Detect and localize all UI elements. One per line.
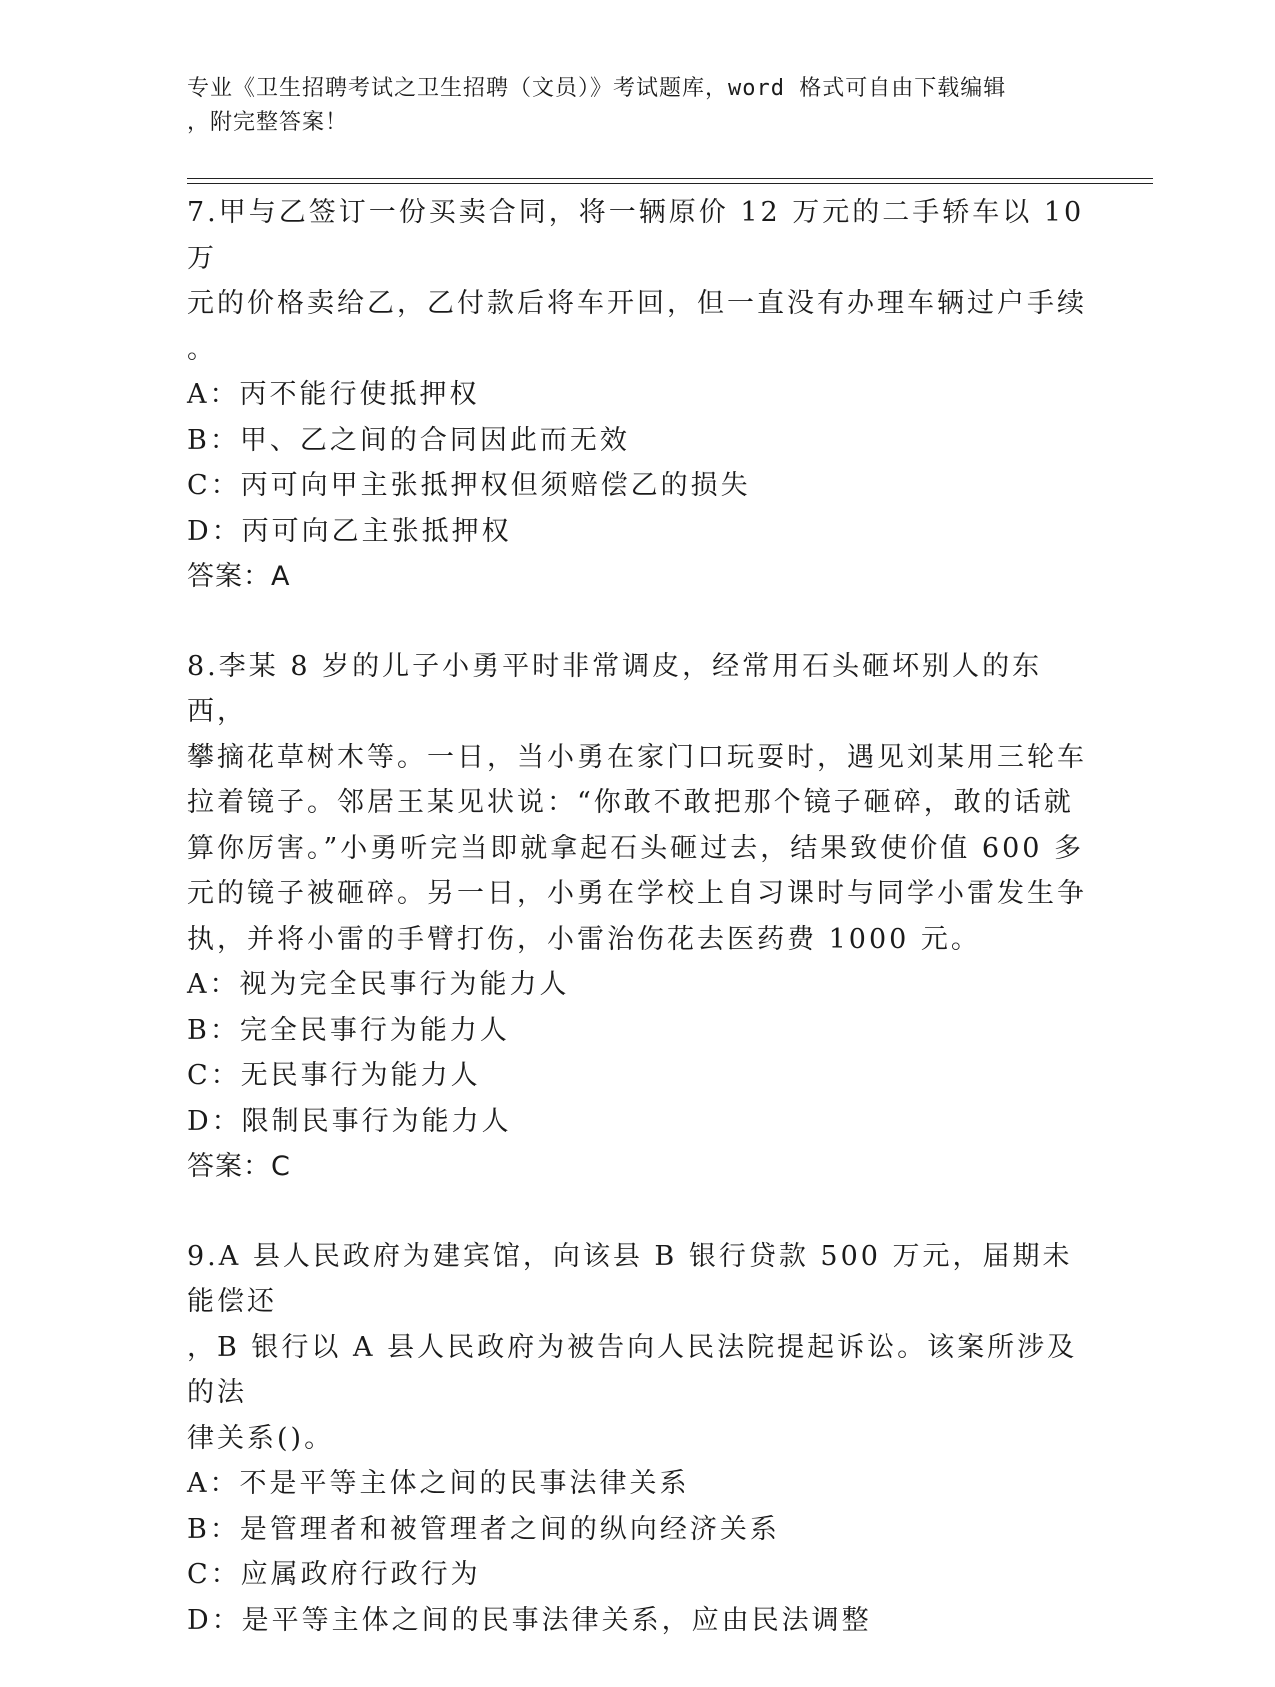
- question-stem-line: 拉着镜子。邻居王某见状说：“你敢不敢把那个镜子砸碎，敢的话就: [187, 787, 1074, 818]
- question-stem-line: 7.甲与乙签订一份买卖合同，将一辆原价 12 万元的二手轿车以 10 万: [187, 197, 1085, 274]
- question-stem-line: ，B 银行以 A 县人民政府为被告向人民法院提起诉讼。该案所涉及的法: [187, 1331, 1078, 1408]
- option-b: B：是管理者和被管理者之间的纵向经济关系: [187, 1513, 780, 1545]
- header-line-2: ，附完整答案！: [187, 110, 349, 135]
- option-b: B：甲、乙之间的合同因此而无效: [187, 424, 630, 456]
- question-stem-line: 算你厉害。”小勇听完当即就拿起石头砸过去，结果致使价值 600 多: [187, 832, 1085, 864]
- document-header: [187, 72, 1087, 140]
- option-a: A：视为完全民事行为能力人: [187, 969, 570, 1000]
- option-d: D：是平等主体之间的民事法律关系，应由民法调整: [187, 1604, 872, 1636]
- question-stem-line: 8.李某 8 岁的儿子小勇平时非常调皮，经常用石头砸坏别人的东西，: [187, 650, 1043, 727]
- option-b: B：完全民事行为能力人: [187, 1014, 510, 1046]
- answer-text: 答案：A: [187, 561, 291, 592]
- option-c: C：应属政府行政行为: [187, 1559, 481, 1590]
- option-a: A：不是平等主体之间的民事法律关系: [187, 1468, 690, 1499]
- question-stem-line: 9.A 县人民政府为建宾馆，向该县 B 银行贷款 500 万元，届期未能偿还: [187, 1240, 1073, 1317]
- option-c: C：丙可向甲主张抵押权但须赔偿乙的损失: [187, 470, 751, 501]
- question-8: [187, 644, 1087, 1190]
- question-stem-line: 执，并将小雷的手臂打伤，小雷治伤花去医药费 1000 元。: [187, 923, 981, 955]
- header-line-1: 专业《卫生招聘考试之卫生招聘（文员）》考试题库，word 格式可自由下载编辑: [187, 76, 1007, 101]
- option-d: D：限制民事行为能力人: [187, 1105, 512, 1137]
- answer-text: 答案：C: [187, 1151, 291, 1182]
- question-stem-line: 攀摘花草树木等。一日，当小勇在家门口玩耍时，遇见刘某用三轮车: [187, 741, 1087, 773]
- question-stem-line: 元的镜子被砸碎。另一日，小勇在学校上自习课时与同学小雷发生争: [187, 878, 1087, 909]
- question-stem-line: 。: [187, 333, 217, 365]
- question-stem-line: 律关系()。: [187, 1422, 335, 1454]
- question-stem-line: 元的价格卖给乙，乙付款后将车开回，但一直没有办理车辆过户手续: [187, 288, 1087, 319]
- option-a: A：丙不能行使抵押权: [187, 379, 480, 410]
- option-c: C：无民事行为能力人: [187, 1060, 481, 1091]
- question-list: [187, 190, 1087, 1687]
- question-7: [187, 190, 1087, 600]
- option-d: D：丙可向乙主张抵押权: [187, 515, 512, 547]
- header-divider: [187, 178, 1153, 184]
- question-9: [187, 1234, 1087, 1644]
